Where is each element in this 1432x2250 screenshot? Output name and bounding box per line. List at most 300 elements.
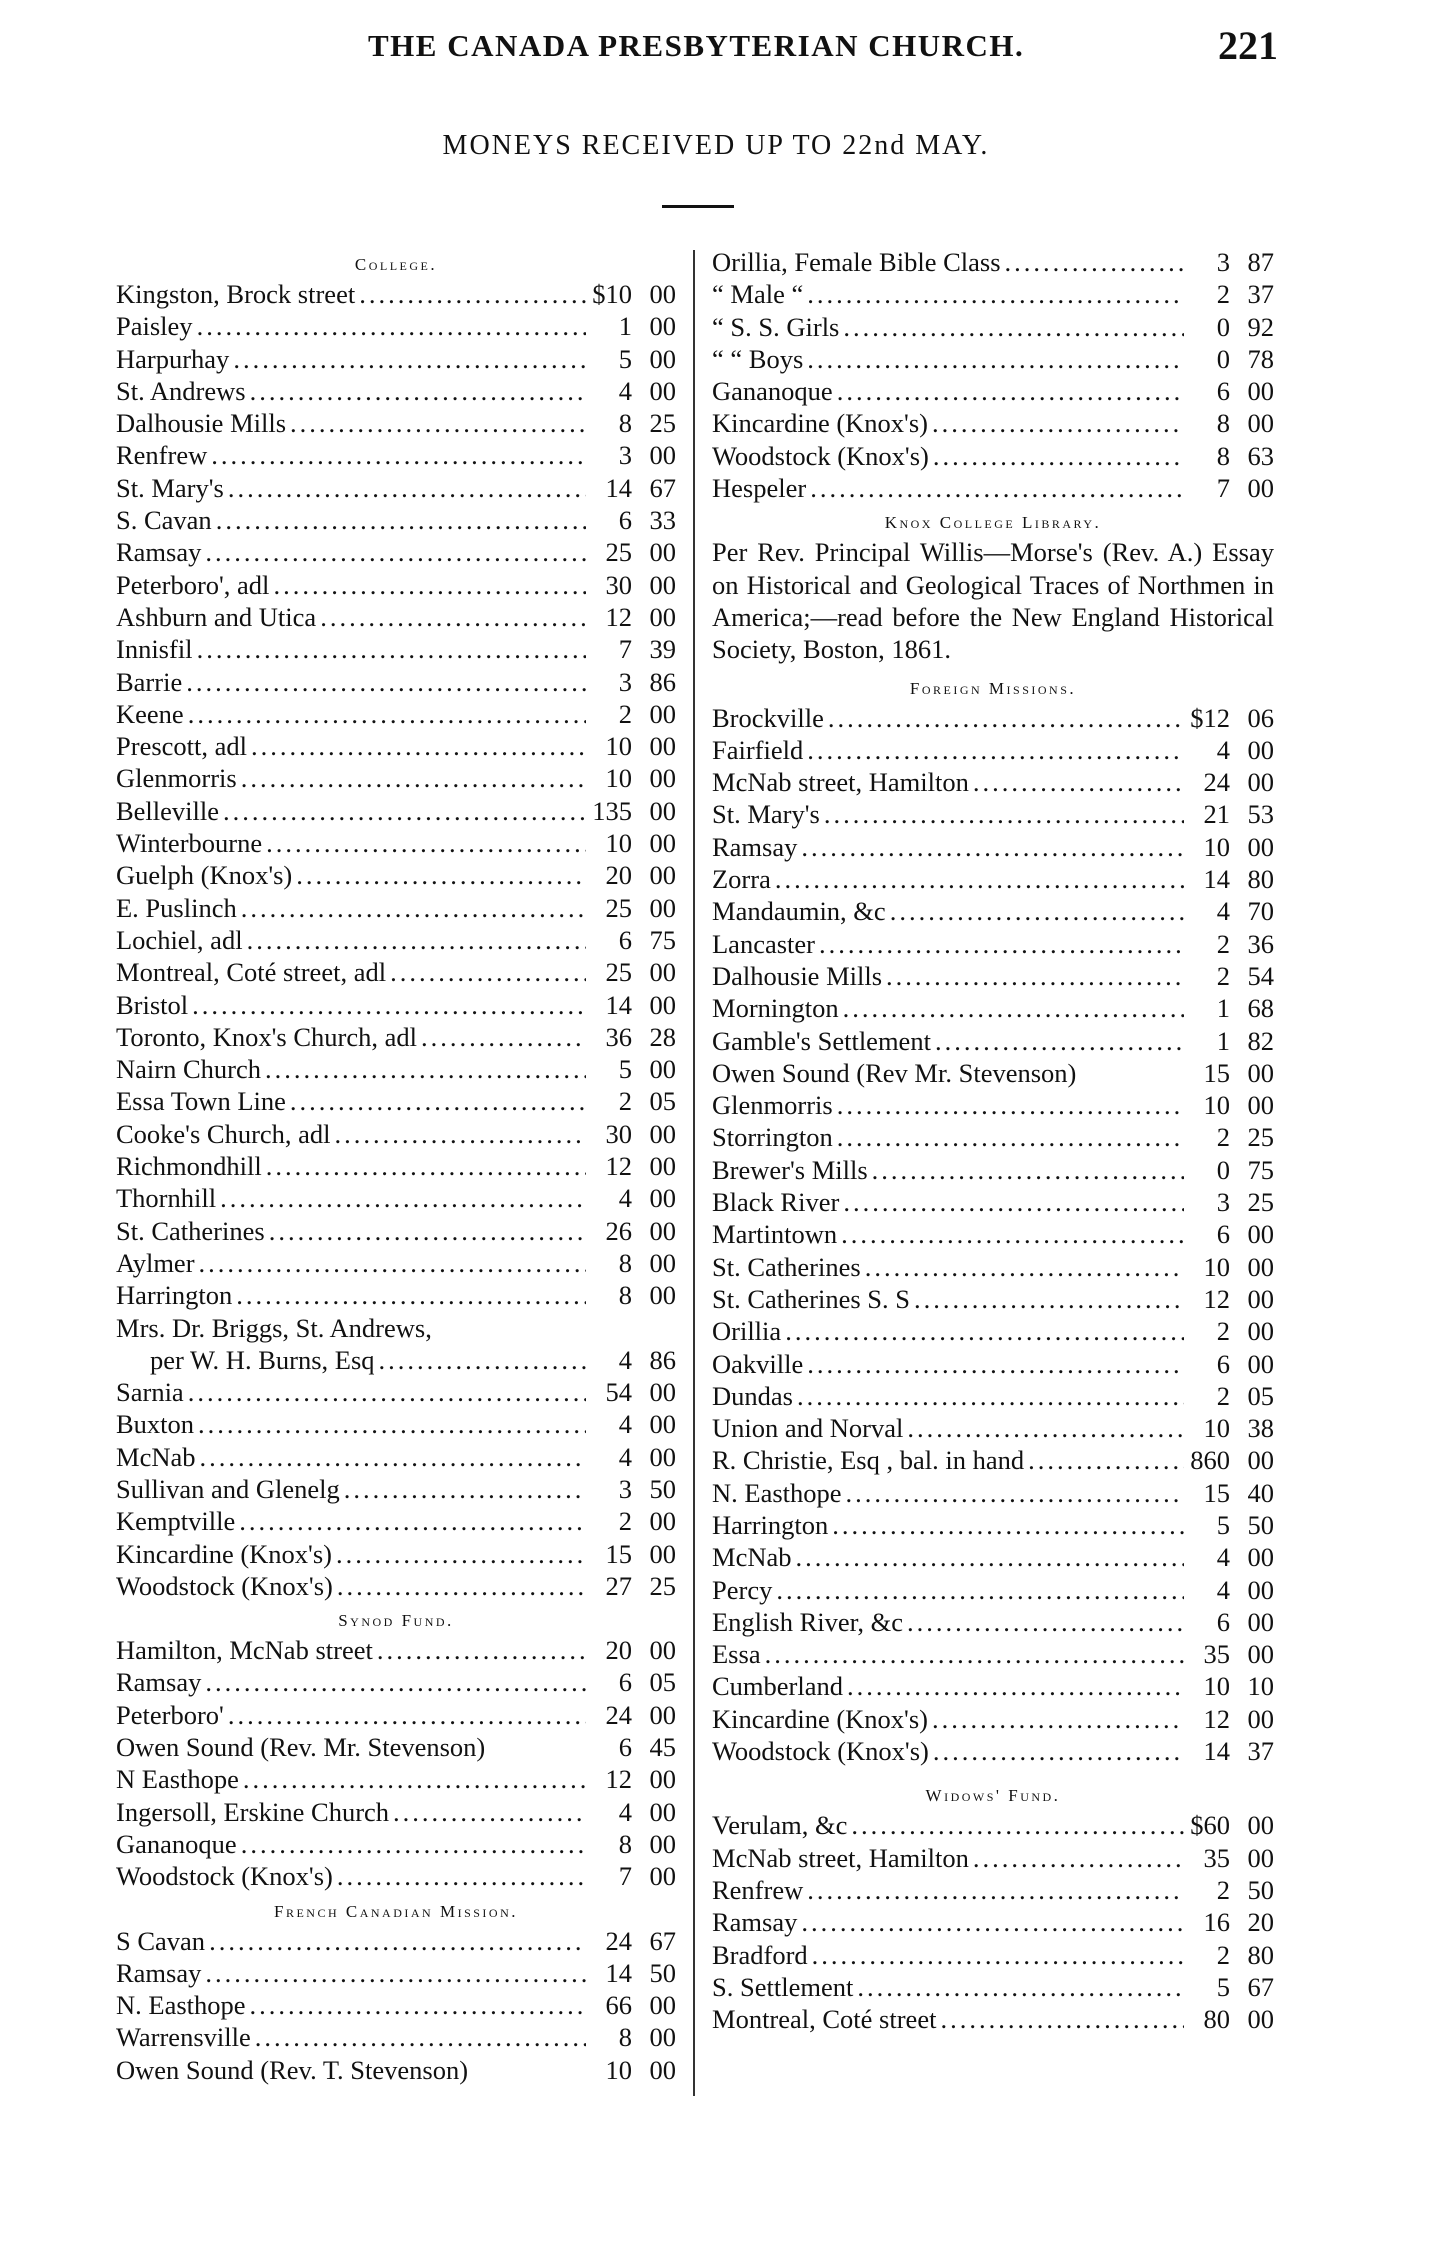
entry-name: Ramsay	[116, 1667, 202, 1698]
ledger-entry	[712, 1574, 1274, 1606]
dot-leader	[807, 343, 1184, 375]
entry-cents: 54	[1247, 960, 1274, 991]
entry-name: Nairn Church	[116, 1054, 261, 1085]
entry-cents: 00	[649, 892, 676, 923]
entry-cents: 00	[649, 795, 676, 826]
section-note: Per Rev. Principal Willis—Morse's (Rev. A.) Essay on Historical and Geological Traces of Northmen in America;—read before the New England Historical Society, Boston, 1861.	[712, 537, 1274, 665]
entry-dollars: 2	[618, 1506, 632, 1537]
entry-name: Gamble's Settlement	[712, 1025, 931, 1056]
section-title: Foreign Missions.	[909, 678, 1077, 698]
entry-cents: 00	[649, 860, 676, 891]
entry-name: Owen Sound (Rev Mr. Stevenson)	[712, 1057, 1077, 1088]
dot-leader	[377, 1634, 586, 1666]
entry-name: per W. H. Burns, Esq	[150, 1344, 375, 1375]
ledger-entry	[116, 1796, 676, 1828]
dot-leader	[785, 1315, 1184, 1347]
entry-cents: 00	[1247, 408, 1274, 439]
entry-cents: 86	[649, 1344, 676, 1375]
dot-leader	[255, 2021, 586, 2053]
entry-dollars: 4	[618, 1409, 632, 1440]
entry-dollars: 0	[1216, 1154, 1230, 1185]
entry-name: Kingston, Brock street	[116, 279, 356, 309]
dot-leader	[336, 1538, 586, 1570]
entry-dollars: 10	[1203, 831, 1230, 862]
entry-dollars: 2	[1216, 1939, 1230, 1970]
entry-cents: 75	[649, 924, 676, 955]
page-number: 221	[1218, 23, 1278, 68]
entry-name: English River, &c	[712, 1606, 904, 1637]
entry-name: S. Settlement	[712, 1971, 854, 2002]
ledger-entry	[116, 407, 676, 439]
dot-leader	[228, 472, 586, 504]
ledger-entry	[712, 1670, 1274, 1702]
entry-dollars: 21	[1203, 799, 1230, 830]
ledger-entry	[712, 734, 1274, 766]
section-spacer	[712, 1767, 1274, 1777]
section-title: French Canadian Mission.	[274, 1901, 518, 1921]
entry-name: E. Puslinch	[116, 892, 237, 923]
ledger-entry	[116, 892, 676, 924]
ledger-entry	[712, 1509, 1274, 1541]
entry-cents: 00	[649, 311, 676, 342]
dot-leader	[933, 1735, 1184, 1767]
dot-leader	[933, 440, 1184, 472]
dot-leader	[197, 310, 586, 342]
entry-cents: 00	[649, 1828, 676, 1859]
dot-leader	[810, 472, 1184, 504]
entry-name: Owen Sound (Rev. T. Stevenson)	[116, 2054, 469, 2085]
entry-name: Cumberland	[712, 1671, 843, 1702]
entry-cents: 37	[1247, 279, 1274, 310]
entry-cents: 00	[1247, 1842, 1274, 1873]
column-divider	[693, 250, 695, 2096]
entry-cents: 50	[649, 1473, 676, 1504]
entry-dollars: 4	[618, 375, 632, 406]
entry-cents: 67	[649, 1925, 676, 1956]
dot-leader	[765, 1638, 1184, 1670]
entry-cents: 00	[649, 1441, 676, 1472]
dot-leader	[914, 1283, 1184, 1315]
section-title: College.	[354, 255, 438, 274]
entry-cents: 00	[1247, 1057, 1274, 1088]
ledger-entry	[712, 766, 1274, 798]
entry-name: St. Andrews	[116, 375, 246, 406]
entry-name: Black River	[712, 1187, 840, 1218]
ledger-entry	[116, 1634, 676, 1666]
entry-name: S Cavan	[116, 1925, 206, 1956]
entry-name: Montreal, Coté street	[712, 2004, 937, 2035]
dot-leader	[247, 924, 586, 956]
entry-dollars: 20	[605, 860, 632, 891]
ledger-entry	[116, 956, 676, 988]
ledger-entry	[116, 1279, 676, 1311]
entry-dollars: $10	[592, 279, 632, 309]
entry-dollars: 4	[618, 1183, 632, 1214]
ledger-entry	[116, 1215, 676, 1247]
ledger-entry	[712, 895, 1274, 927]
entry-cents: 78	[1247, 343, 1274, 374]
dot-leader	[857, 1971, 1184, 2003]
ledger-entry	[116, 1505, 676, 1537]
dot-leader	[192, 989, 586, 1021]
entry-cents: 00	[649, 1635, 676, 1666]
ledger-entry	[116, 1666, 676, 1698]
dot-leader	[209, 1925, 586, 1957]
entry-cents: 37	[1247, 1736, 1274, 1767]
entry-cents: 00	[649, 1506, 676, 1537]
entry-cents: 00	[649, 763, 676, 794]
ledger-entry	[712, 1315, 1274, 1347]
entry-cents: 00	[649, 1377, 676, 1408]
dot-leader	[973, 766, 1184, 798]
entry-name: Lancaster	[712, 928, 815, 959]
entry-dollars: 2	[1216, 1122, 1230, 1153]
entry-name: “ Male “	[712, 279, 804, 310]
entry-cents: 06	[1247, 702, 1274, 733]
entry-name: Paisley	[116, 311, 193, 342]
entry-dollars: 135	[592, 795, 632, 826]
entry-cents: 00	[649, 828, 676, 859]
right-column	[712, 246, 1274, 2035]
dot-leader	[266, 827, 586, 859]
entry-name: Cooke's Church, adl	[116, 1118, 331, 1149]
entry-name: R. Christie, Esq , bal. in hand	[712, 1445, 1025, 1476]
ledger-entry	[712, 1380, 1274, 1412]
entry-dollars: 24	[605, 1925, 632, 1956]
entry-dollars: 6	[618, 1667, 632, 1698]
ledger-entry	[712, 407, 1274, 439]
entry-cents: 00	[649, 989, 676, 1020]
entry-cents: 20	[1247, 1907, 1274, 1938]
entry-dollars: 10	[1203, 1090, 1230, 1121]
entry-cents: 00	[649, 2054, 676, 2085]
entry-name: Renfrew	[116, 440, 208, 471]
ledger-entry	[712, 863, 1274, 895]
entry-dollars: 35	[1203, 1639, 1230, 1670]
entry-dollars: 4	[618, 1796, 632, 1827]
entry-dollars: 10	[605, 828, 632, 859]
entry-name: N. Easthope	[116, 1990, 246, 2021]
entry-name: Buxton	[116, 1409, 195, 1440]
entry-dollars: 8	[618, 408, 632, 439]
ledger-entry	[712, 928, 1274, 960]
entry-cents: 00	[649, 731, 676, 762]
entry-name: “ “ Boys	[712, 343, 804, 374]
entry-dollars: 2	[618, 1086, 632, 1117]
entry-name: Barrie	[116, 666, 183, 697]
dot-leader	[847, 1670, 1184, 1702]
left-column	[116, 246, 676, 2086]
dot-leader	[198, 1408, 586, 1440]
entry-name: Martintown	[712, 1219, 838, 1250]
ledger-entry	[116, 924, 676, 956]
entry-name: Kemptville	[116, 1506, 236, 1537]
entry-name: McNab street, Hamilton	[712, 767, 969, 798]
entry-dollars: 10	[605, 763, 632, 794]
dot-leader	[241, 892, 586, 924]
entry-cents: 00	[649, 1151, 676, 1182]
entry-dollars: 27	[605, 1570, 632, 1601]
entry-name: Ramsay	[116, 1957, 202, 1988]
dot-leader	[205, 536, 586, 568]
entry-dollars: 2	[1216, 1380, 1230, 1411]
dot-leader	[807, 734, 1184, 766]
dot-leader	[251, 730, 586, 762]
ledger-entry	[712, 375, 1274, 407]
entry-dollars: 8	[618, 2022, 632, 2053]
ledger-entry	[712, 1444, 1274, 1476]
entry-dollars: 1	[618, 311, 632, 342]
entry-dollars: 16	[1203, 1907, 1230, 1938]
entry-name: Ramsay	[712, 831, 798, 862]
entry-cents: 00	[649, 957, 676, 988]
ledger-entry	[116, 1247, 676, 1279]
entry-cents: 53	[1247, 799, 1274, 830]
dot-leader	[795, 1541, 1184, 1573]
entry-dollars: 3	[1216, 247, 1230, 277]
ledger-entry	[712, 343, 1274, 375]
entry-dollars: 5	[1216, 1971, 1230, 2002]
dot-leader	[320, 601, 586, 633]
ledger-entry	[116, 1118, 676, 1150]
entry-name: “ S. S. Girls	[712, 311, 840, 342]
dot-leader	[344, 1473, 586, 1505]
dot-leader	[199, 1441, 586, 1473]
entry-dollars: 1	[1216, 1025, 1230, 1056]
dot-leader	[216, 504, 586, 536]
dot-leader	[890, 895, 1184, 927]
entry-name: N. Easthope	[712, 1477, 842, 1508]
entry-name: Orillia	[712, 1316, 782, 1347]
entry-name: N Easthope	[116, 1764, 239, 1795]
dot-leader	[269, 1215, 586, 1247]
entry-dollars: 4	[1216, 1574, 1230, 1605]
dot-leader	[233, 343, 586, 375]
entry-name: Ingersoll, Erskine Church	[116, 1796, 390, 1827]
entry-cents: 00	[649, 279, 676, 309]
entry-dollars: 8	[618, 1828, 632, 1859]
entry-cents: 00	[1247, 1316, 1274, 1347]
dot-leader	[846, 1477, 1184, 1509]
entry-name: Aylmer	[116, 1247, 195, 1278]
ledger-entry	[712, 311, 1274, 343]
entry-cents: 00	[1247, 734, 1274, 765]
entry-cents: 00	[1247, 1445, 1274, 1476]
ledger-entry	[712, 1735, 1274, 1767]
entry-name: Guelph (Knox's)	[116, 860, 293, 891]
entry-cents: 80	[1247, 864, 1274, 895]
entry-name: Gananoque	[116, 1828, 237, 1859]
entry-name: Woodstock (Knox's)	[116, 1861, 333, 1892]
entry-cents: 00	[1247, 1606, 1274, 1637]
entry-name: Fairfield	[712, 734, 804, 765]
dot-leader	[228, 1699, 586, 1731]
dot-leader	[337, 1860, 586, 1892]
ledger-entry	[116, 569, 676, 601]
heading-rule	[662, 205, 734, 208]
entry-cents: 86	[649, 666, 676, 697]
dot-leader	[935, 1025, 1184, 1057]
entry-dollars: 35	[1203, 1842, 1230, 1873]
entry-dollars: 25	[605, 537, 632, 568]
ledger-entry	[116, 1376, 676, 1408]
entry-name: Ramsay	[116, 537, 202, 568]
entry-name: Kincardine (Knox's)	[712, 408, 928, 439]
entry-cents: 00	[649, 343, 676, 374]
dot-leader	[421, 1021, 586, 1053]
entry-dollars: 6	[618, 924, 632, 955]
ledger-entry	[712, 278, 1274, 310]
entry-name: Glenmorris	[712, 1090, 833, 1121]
ledger-entry	[712, 1703, 1274, 1735]
entry-cents: 70	[1247, 896, 1274, 927]
entry-name: McNab street, Hamilton	[712, 1842, 969, 1873]
entry-cents: 25	[1247, 1187, 1274, 1218]
entry-cents: 80	[1247, 1939, 1274, 1970]
dot-leader	[273, 569, 586, 601]
entry-cents: 00	[1247, 767, 1274, 798]
section-title: Synod Fund.	[338, 1611, 454, 1631]
dot-leader	[241, 762, 586, 794]
entry-name: Montreal, Coté street, adl	[116, 957, 387, 988]
ledger-entry	[116, 989, 676, 1021]
dot-leader	[932, 1703, 1184, 1735]
entry-name: Essa Town Line	[116, 1086, 286, 1117]
dot-leader	[973, 1842, 1184, 1874]
entry-cents: 00	[1247, 2004, 1274, 2035]
dot-leader	[265, 1053, 586, 1085]
dot-leader	[807, 278, 1184, 310]
entry-dollars: 2	[1216, 1874, 1230, 1905]
ledger-entry	[116, 504, 676, 536]
dot-leader	[837, 1089, 1184, 1121]
running-header	[118, 22, 1278, 72]
entry-dollars: 54	[605, 1377, 632, 1408]
ledger-entry	[712, 702, 1274, 734]
dot-leader	[186, 666, 586, 698]
entry-dollars: 10	[1203, 1251, 1230, 1282]
ledger-entry	[712, 798, 1274, 830]
dot-leader	[266, 1150, 586, 1182]
ledger-entry	[116, 1828, 676, 1860]
ledger-entry	[712, 1412, 1274, 1444]
dot-leader	[359, 278, 586, 310]
entry-cents: 25	[649, 1570, 676, 1601]
entry-dollars: 14	[1203, 1736, 1230, 1767]
entry-cents: 25	[649, 408, 676, 439]
dot-leader	[199, 1247, 586, 1279]
entry-cents: 00	[649, 601, 676, 632]
entry-name: Kincardine (Knox's)	[712, 1703, 928, 1734]
entry-name: McNab	[116, 1441, 196, 1472]
entry-name: Union and Norval	[712, 1413, 904, 1444]
ledger-entry	[116, 1182, 676, 1214]
entry-dollars: 1	[1216, 993, 1230, 1024]
entry-cents: 00	[649, 1764, 676, 1795]
dot-leader	[775, 863, 1184, 895]
entry-name: Winterbourne	[116, 828, 263, 859]
ledger-entry	[116, 1053, 676, 1085]
entry-dollars: 26	[605, 1215, 632, 1246]
entry-dollars: 8	[618, 1247, 632, 1278]
dot-leader	[335, 1118, 586, 1150]
ledger-entry	[116, 536, 676, 568]
dot-leader	[837, 375, 1184, 407]
ledger-entry	[712, 1477, 1274, 1509]
dot-leader	[837, 1121, 1184, 1153]
entry-name: Warrensville	[116, 2022, 251, 2053]
entry-dollars: 30	[605, 569, 632, 600]
entry-cents: 33	[649, 505, 676, 536]
ledger-entry	[712, 1638, 1274, 1670]
dot-leader	[932, 407, 1184, 439]
entry-dollars: $60	[1190, 1810, 1230, 1841]
entry-name: Dundas	[712, 1380, 793, 1411]
dot-leader	[841, 1218, 1184, 1250]
entry-dollars: 36	[605, 1021, 632, 1052]
entry-cents: 00	[649, 537, 676, 568]
entry-cents: 00	[649, 375, 676, 406]
entry-dollars: 6	[1216, 376, 1230, 407]
dot-leader	[865, 1251, 1184, 1283]
entry-dollars: 12	[1203, 1703, 1230, 1734]
section-title: Knox College Library.	[884, 513, 1102, 533]
entry-dollars: 24	[605, 1699, 632, 1730]
entry-dollars: 15	[1203, 1477, 1230, 1508]
dot-leader	[205, 1957, 586, 1989]
ledger-entry	[116, 1312, 676, 1344]
entry-cents: 50	[649, 1957, 676, 1988]
entry-name: Peterboro'	[116, 1699, 224, 1730]
dot-leader	[188, 1376, 586, 1408]
dot-leader	[832, 1509, 1184, 1541]
entry-dollars: 2	[1216, 928, 1230, 959]
entry-cents: 00	[649, 569, 676, 600]
ledger-entry	[116, 1570, 676, 1602]
entry-name: Mornington	[712, 993, 839, 1024]
dot-leader	[220, 1182, 586, 1214]
entry-cents: 87	[1247, 247, 1274, 277]
entry-cents: 00	[649, 1409, 676, 1440]
entry-dollars: $12	[1190, 702, 1230, 733]
entry-dollars: 4	[1216, 896, 1230, 927]
dot-leader	[801, 1906, 1184, 1938]
ledger-entry	[712, 1057, 1274, 1089]
ledger-entry	[712, 2003, 1274, 2035]
entry-name: St. Catherines	[712, 1251, 861, 1282]
entry-cents: 00	[649, 1796, 676, 1827]
ledger-entry	[712, 1874, 1274, 1906]
dot-leader	[812, 1939, 1184, 1971]
ledger-entry	[116, 730, 676, 762]
entry-name: Ramsay	[712, 1907, 798, 1938]
entry-cents: 00	[1247, 1703, 1274, 1734]
entry-name: Essa	[712, 1639, 761, 1670]
entry-cents: 00	[1247, 1542, 1274, 1573]
entry-cents: 00	[649, 698, 676, 729]
entry-name: Owen Sound (Rev. Mr. Stevenson)	[116, 1732, 486, 1763]
entry-name: Gananoque	[712, 376, 833, 407]
dot-leader	[886, 960, 1184, 992]
entry-dollars: 14	[605, 1957, 632, 1988]
ledger-entry	[116, 310, 676, 342]
entry-cents: 50	[1247, 1509, 1274, 1540]
entry-dollars: 10	[605, 731, 632, 762]
entry-dollars: 6	[1216, 1219, 1230, 1250]
dot-leader	[824, 798, 1184, 830]
entry-cents: 00	[1247, 1574, 1274, 1605]
entry-name: Sarnia	[116, 1377, 184, 1408]
